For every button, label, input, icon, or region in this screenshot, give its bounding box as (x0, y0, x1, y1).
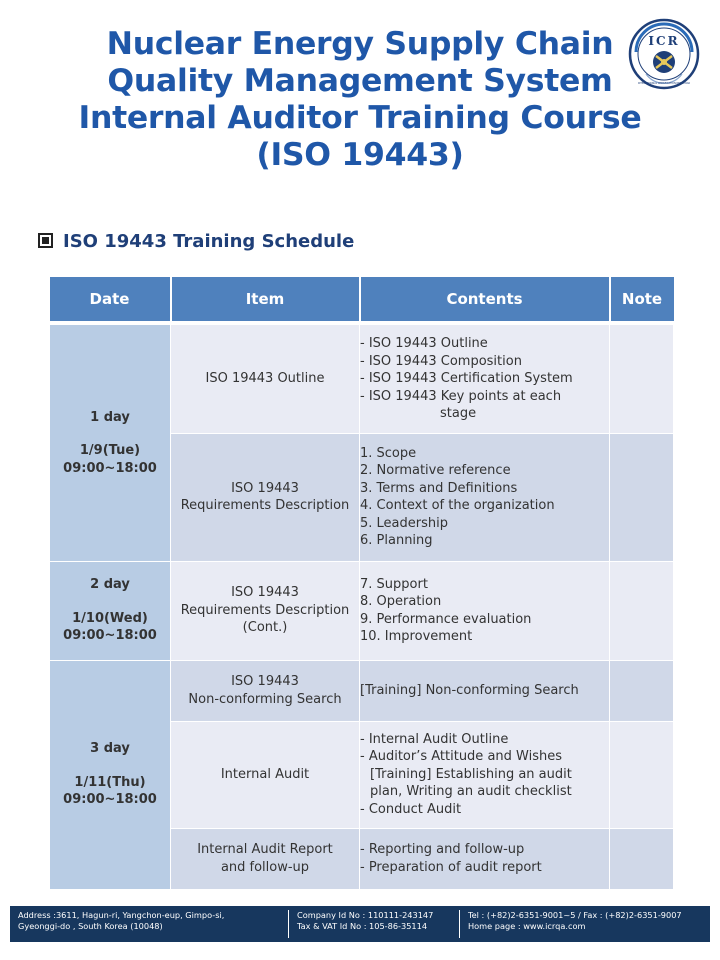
header-contents: Contents (360, 277, 610, 323)
header-date: Date (50, 277, 171, 323)
day-time: 09:00~18:00 (63, 792, 157, 808)
header-item: Item (171, 277, 360, 323)
note-cell (610, 660, 674, 721)
day-label: 2 day (90, 577, 130, 593)
day-date: 1/10(Wed) (72, 610, 148, 626)
contents-cell: 1. Scope 2. Normative reference 3. Terms and Definitions 4. Context of the organization 5. Leadership 6. Planning (360, 433, 610, 561)
contents-cell: - Reporting and follow-up - Preparation of audit report (360, 828, 610, 889)
table-header-row (50, 277, 674, 323)
day-label: 1 day (90, 409, 130, 425)
page-title (40, 26, 680, 174)
table-row (50, 660, 674, 721)
item-cell: ISO 19443 Requirements Description (Cont.) (171, 561, 360, 660)
logo-ring-text: INTERNATIONAL CERTIFICATION REGISTRAR (637, 82, 691, 85)
item-cell: Internal Audit Report and follow-up (171, 828, 360, 889)
day-1-cell (50, 323, 171, 561)
note-cell (610, 561, 674, 660)
day-2-cell (50, 561, 171, 660)
item-cell: Internal Audit (171, 721, 360, 828)
contents-cell: [Training] Non-conforming Search (360, 660, 610, 721)
table-row (50, 561, 674, 660)
table-row (50, 323, 674, 433)
item-cell: ISO 19443 Requirements Description (171, 433, 360, 561)
footer-company-ids: Company Id No : 110111-243147 Tax & VAT Id No : 105-86-35114 (297, 910, 434, 931)
footer-bar (10, 906, 710, 942)
title-line-4: (ISO 19443) (256, 137, 464, 173)
item-cell: ISO 19443 Outline (171, 323, 360, 433)
day-label: 3 day (90, 741, 130, 757)
title-line-2: Quality Management System (107, 63, 613, 99)
note-cell (610, 323, 674, 433)
title-line-1: Nuclear Energy Supply Chain (106, 26, 614, 62)
note-cell (610, 721, 674, 828)
day-date: 1/11(Thu) (74, 774, 146, 790)
note-cell (610, 433, 674, 561)
contents-cell: 7. Support 8. Operation 9. Performance evaluation 10. Improvement (360, 561, 610, 660)
day-3-cell (50, 660, 171, 889)
training-schedule-table (49, 277, 674, 890)
section-heading (38, 231, 354, 252)
contents-cell: - ISO 19443 Outline - ISO 19443 Composition - ISO 19443 Certification System - ISO 19443 Key points at each stage (360, 323, 610, 433)
footer-contact: Tel : (+82)2-6351-9001~5 / Fax : (+82)2-6351-9007 Home page : www.icrqa.com (460, 906, 710, 942)
square-bullet-icon (38, 233, 53, 248)
note-cell (610, 828, 674, 889)
section-title: ISO 19443 Training Schedule (63, 231, 355, 252)
contents-cell: - Internal Audit Outline - Auditor’s Attitude and Wishes [Training] Establishing an audit plan, Writing an audit checklist - Conduct Audit (360, 721, 610, 828)
logo-letters: ICR (648, 34, 680, 48)
icr-logo (628, 18, 700, 90)
footer-address: Address :3611, Hagun-ri, Yangchon-eup, Gimpo-si, Gyeonggi-do , South Korea (10048) (18, 910, 225, 931)
day-date: 1/9(Tue) (79, 443, 141, 458)
title-line-3: Internal Auditor Training Course (78, 100, 642, 136)
header-note: Note (610, 277, 674, 323)
item-cell: ISO 19443 Non-conforming Search (171, 660, 360, 721)
homepage-link[interactable]: Home page : www.icrqa.com (468, 921, 586, 931)
day-time: 09:00~18:00 (63, 628, 157, 644)
day-time: 09:00~18:00 (63, 460, 157, 476)
